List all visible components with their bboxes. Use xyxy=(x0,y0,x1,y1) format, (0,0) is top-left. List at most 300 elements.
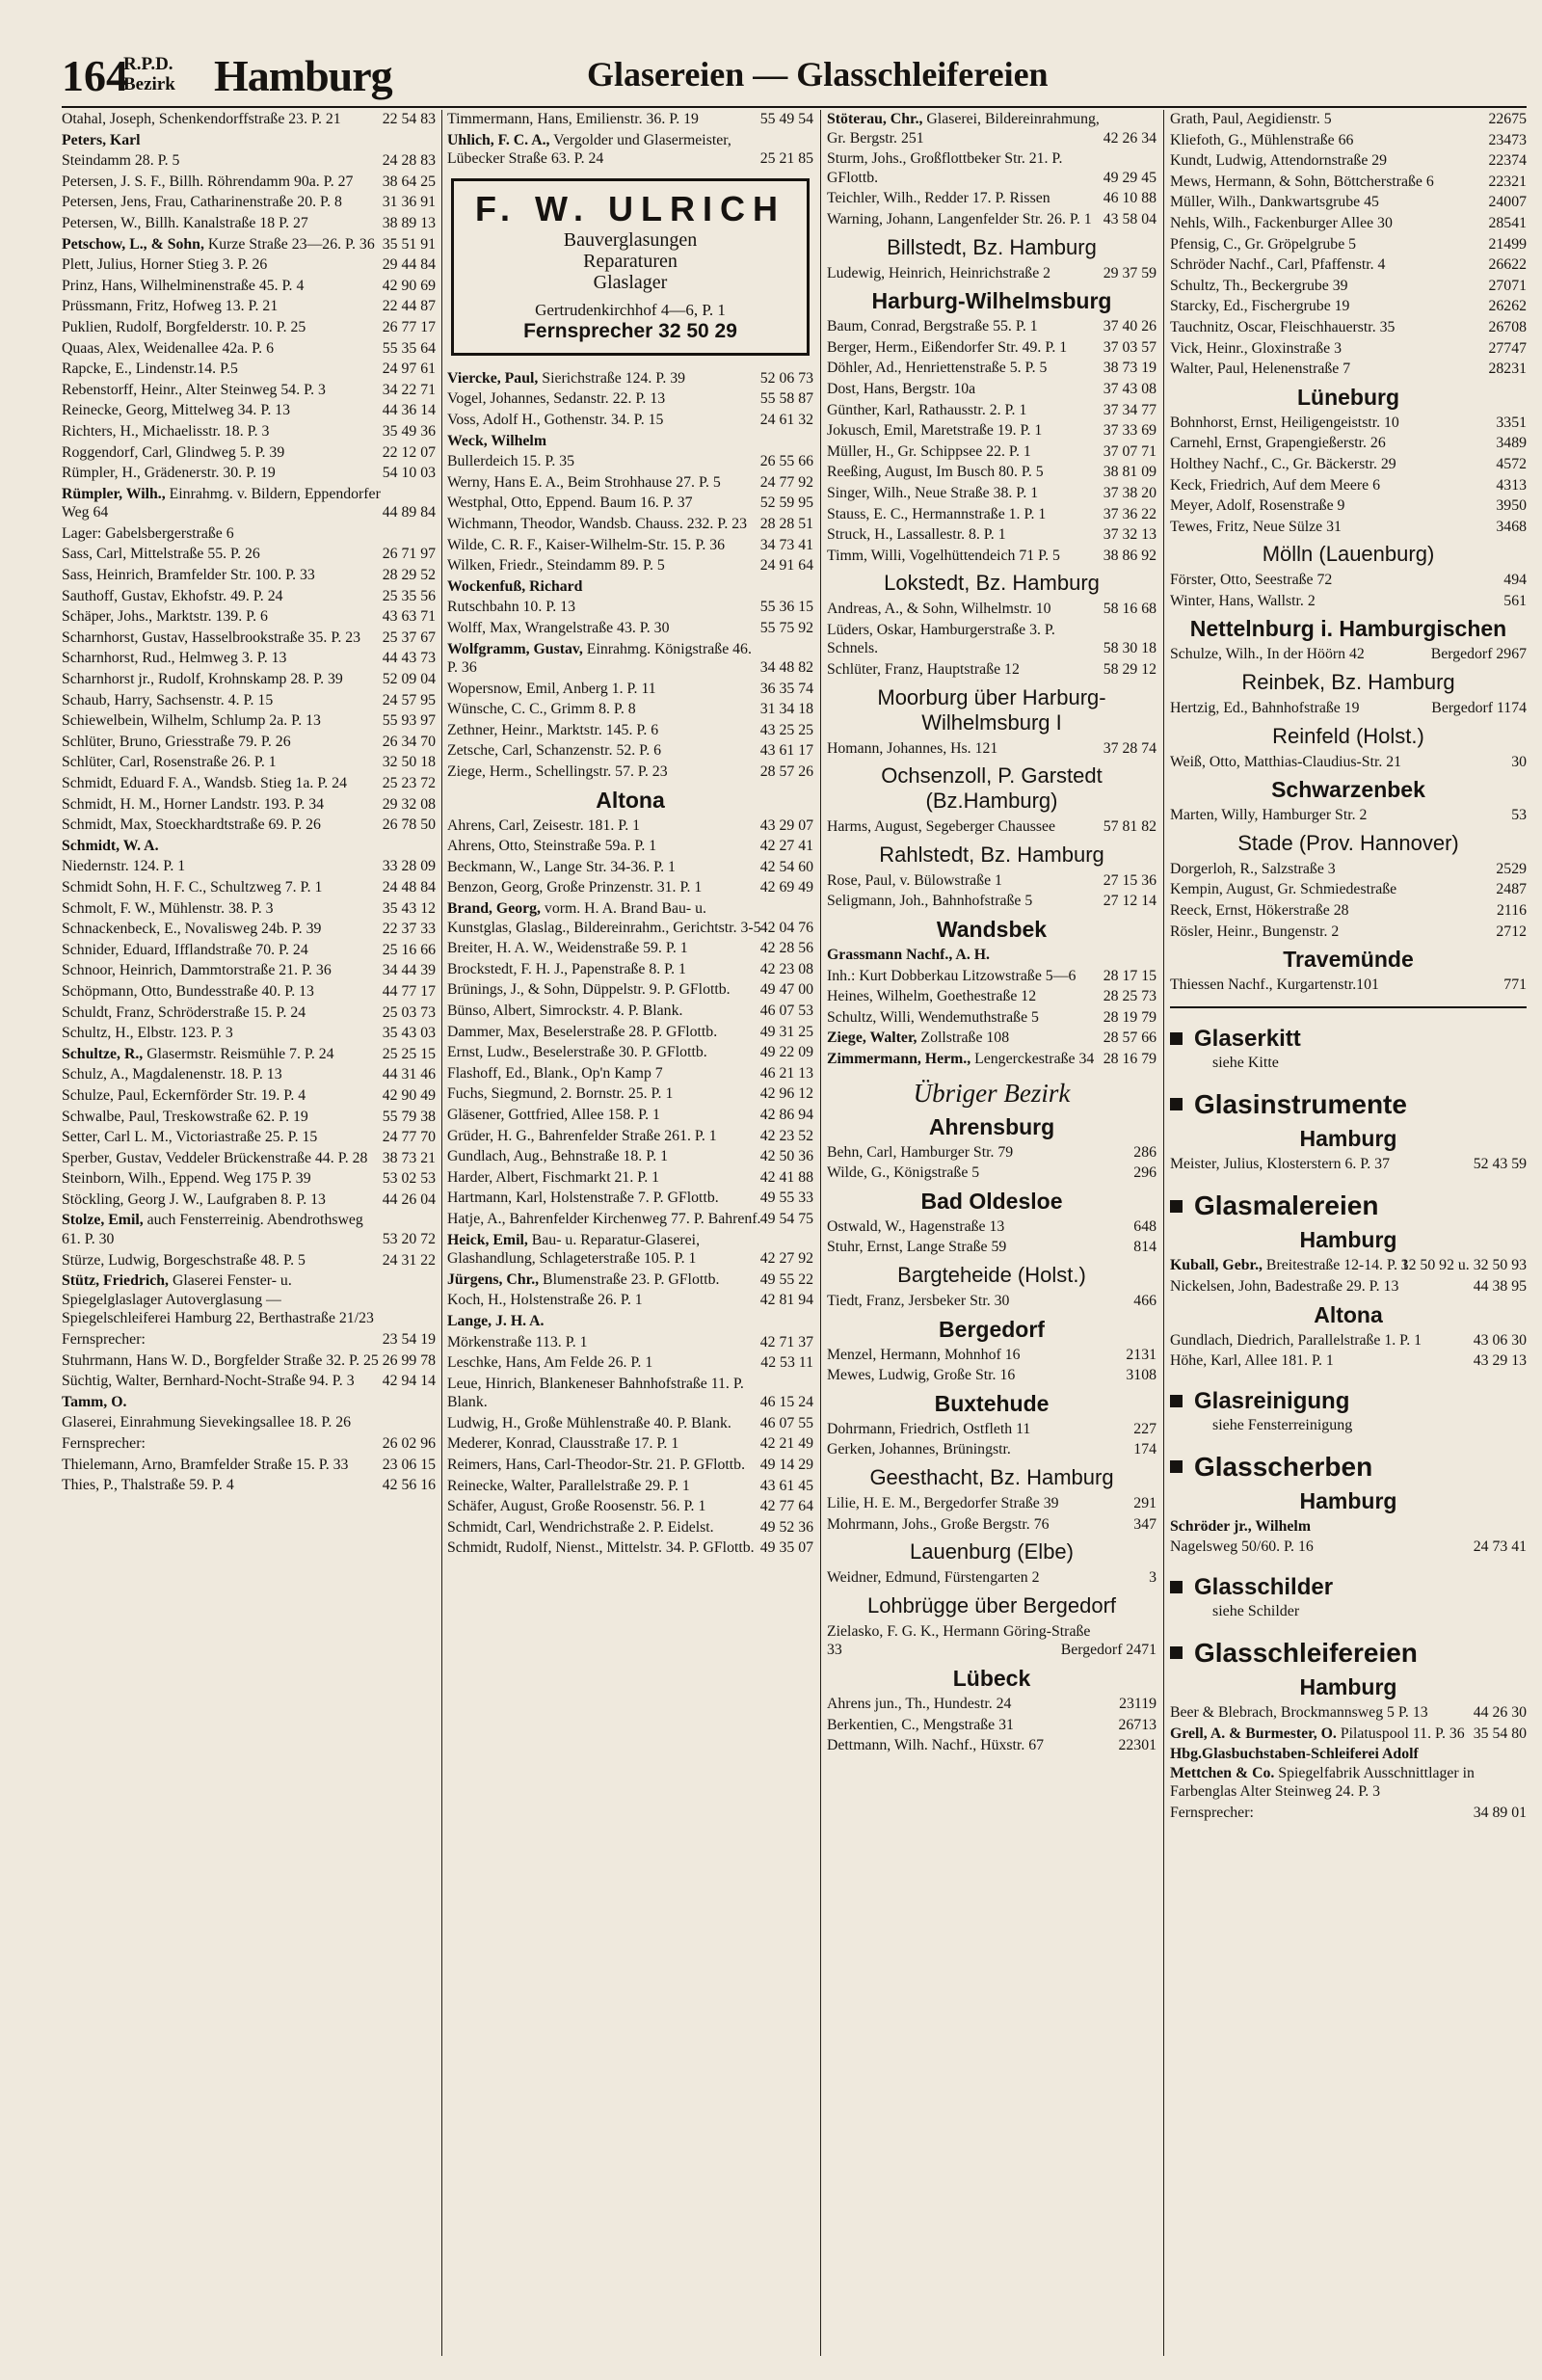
directory-entry xyxy=(447,1538,813,1558)
directory-entry xyxy=(62,670,436,689)
entry-phone: 4313 xyxy=(1496,476,1527,494)
see-also-note: siehe Fensterreinigung xyxy=(1212,1416,1353,1433)
directory-entry xyxy=(62,1190,436,1210)
directory-entry xyxy=(62,878,436,897)
entry-text: Brünings, J., & Sohn, Düppelstr. 9. P. GFlottb. xyxy=(447,981,731,999)
entry-text: Lengerckestraße 34 xyxy=(970,1051,1095,1067)
entry-phone: 52 59 95 xyxy=(759,495,813,512)
entry-phone: 24 97 61 xyxy=(382,361,436,378)
location-heading: Hamburg xyxy=(1299,1125,1397,1151)
entry-name: Grassmann Nachf., A. H. xyxy=(827,947,990,964)
entry-phone: 35 51 91 xyxy=(382,235,436,253)
directory-entry xyxy=(447,110,813,129)
directory-entry xyxy=(827,525,1156,545)
entry-text: Dettmann, Wilh. Nachf., Hüxstr. 67 xyxy=(827,1737,1045,1754)
entry-text: Schaub, Harry, Sachsenstr. 4. P. 15 xyxy=(62,691,274,709)
entry-text: Timmermann, Hans, Emilienstr. 36. P. 19 xyxy=(447,111,699,127)
entry-text: Vogel, Johannes, Sedanstr. 22. P. 13 xyxy=(447,390,666,408)
entry-text: Schmidt, Eduard F. A., Wandsb. Stieg 1a. P. 24 xyxy=(62,775,347,791)
directory-entry xyxy=(1170,297,1527,316)
directory-entry xyxy=(1170,339,1527,359)
entry-phone: 55 35 64 xyxy=(382,339,436,357)
directory-entry xyxy=(827,1420,1156,1439)
entry-text: Carnehl, Ernst, Grapengießerstr. 26 xyxy=(1170,435,1386,452)
entry-phone: 42 81 94 xyxy=(759,1292,813,1309)
entry-text: Harms, August, Segeberger Chaussee xyxy=(827,818,1056,836)
entry-text: Inh.: Kurt Dobberkau Litzowstraße 5—6 xyxy=(827,967,1077,984)
entry-text: Singer, Wilh., Neue Straße 38. P. 1 xyxy=(827,484,1039,501)
directory-entry xyxy=(62,1351,436,1371)
entry-name: Peters, Karl xyxy=(62,131,141,148)
entry-text: Steindamm 28. P. 5 xyxy=(62,152,180,170)
entry-text: Petersen, W., Billh. Kanalstraße 18 P. 27 xyxy=(62,214,308,231)
entry-phone: 22 54 83 xyxy=(382,111,436,127)
entry-text: Harder, Albert, Fischmarkt 21. P. 1 xyxy=(447,1168,660,1186)
entry-text: Müller, H., Gr. Schippsee 22. P. 1 xyxy=(827,442,1031,460)
entry-text: Rapcke, E., Lindenstr.14. P.5 xyxy=(62,361,238,378)
column-4 xyxy=(1170,110,1527,2356)
entry-phone: 28 28 51 xyxy=(759,515,813,532)
entry-text: Stauss, E. C., Hermannstraße 1. P. 1 xyxy=(827,505,1047,522)
directory-entry xyxy=(62,1065,436,1084)
advertisement-box xyxy=(451,178,810,356)
entry-text: Vergolder und Glasermeister, Lübecker Straße 63. P. 24 xyxy=(447,131,731,168)
category-heading xyxy=(1170,1190,1527,1221)
entry-phone: 37 03 57 xyxy=(1103,338,1156,356)
entry-phone: 52 06 73 xyxy=(759,369,813,387)
entry-phone: 53 xyxy=(1511,807,1527,824)
entry-phone: 46 10 88 xyxy=(1103,190,1156,207)
entry-text: Ernst, Ludw., Beselerstraße 30. P. GFlottb. xyxy=(447,1044,707,1061)
entry-text: Scharnhorst, Rud., Helmweg 3. P. 13 xyxy=(62,650,287,667)
entry-phone: 347 xyxy=(1133,1515,1156,1533)
entry-name: Hbg.Glasbuchstaben-Schleiferei Adolf Mettchen & Co. xyxy=(1170,1746,1419,1781)
entry-phone: 37 38 20 xyxy=(1103,484,1156,501)
directory-entry xyxy=(1170,1155,1527,1174)
directory-entry xyxy=(1170,699,1527,718)
entry-text: Schnackenbeck, E., Novalisweg 24b. P. 39 xyxy=(62,921,322,938)
directory-entry xyxy=(447,721,813,740)
directory-entry xyxy=(447,1312,813,1331)
entry-phone: 31 34 18 xyxy=(759,701,813,718)
entry-text: Einrahmg. Königstraße 46. P. 36 xyxy=(447,640,752,677)
entry-phone: 49 47 00 xyxy=(759,981,813,999)
location-heading: Altona xyxy=(1314,1301,1383,1327)
entry-phone: 49 55 22 xyxy=(759,1270,813,1288)
directory-entry xyxy=(827,1494,1156,1513)
directory-entry xyxy=(827,1217,1156,1237)
entry-phone: 35 54 80 xyxy=(1473,1725,1527,1742)
directory-entry xyxy=(827,547,1156,566)
directory-entry xyxy=(1170,518,1527,537)
entry-text: Glaserei, Bildereinrahmung, Gr. Bergstr. 251 xyxy=(827,111,1100,147)
entry-phone: 3 xyxy=(1149,1569,1156,1587)
entry-text: auch Fensterreinig. Abendrothsweg 61. P. 30 xyxy=(62,1212,363,1248)
entry-phone: 49 52 36 xyxy=(759,1518,813,1536)
entry-phone: 49 29 45 xyxy=(1103,169,1156,186)
entry-text: Wilken, Friedr., Steindamm 89. P. 5 xyxy=(447,557,665,575)
directory-entry xyxy=(62,1251,436,1270)
entry-text: Mohrmann, Johs., Große Bergstr. 76 xyxy=(827,1515,1050,1533)
entry-text: Zielasko, F. G. K., Hermann Göring-Straße 33 xyxy=(827,1622,1091,1659)
entry-phone: 24 48 84 xyxy=(382,878,436,896)
directory-entry xyxy=(827,401,1156,420)
entry-phone: 29 32 08 xyxy=(382,795,436,813)
entry-phone: 814 xyxy=(1133,1239,1156,1256)
directory-entry xyxy=(62,1456,436,1475)
entry-phone: 43 61 17 xyxy=(759,742,813,760)
directory-entry xyxy=(447,1231,813,1269)
entry-text: Schäfer, August, Große Roosenstr. 56. P. 1 xyxy=(447,1498,706,1515)
entry-text: Kempin, August, Gr. Schmiedestraße xyxy=(1170,881,1397,898)
entry-name: Lange, J. H. A. xyxy=(447,1312,545,1329)
entry-phone: 58 16 68 xyxy=(1103,601,1156,618)
entry-name: Schröder jr., Wilhelm xyxy=(1170,1517,1311,1535)
directory-entry xyxy=(1170,318,1527,337)
directory-entry xyxy=(827,317,1156,336)
directory-entry xyxy=(447,432,813,451)
entry-phone: 2116 xyxy=(1496,902,1527,920)
entry-text: Schultz, Th., Beckergrube 39 xyxy=(1170,277,1348,294)
entry-phone: 57 81 82 xyxy=(1103,818,1156,836)
entry-phone: 37 33 69 xyxy=(1103,422,1156,440)
directory-entry xyxy=(1170,214,1527,233)
ad-line: Reparaturen xyxy=(583,250,678,272)
directory-entry xyxy=(447,577,813,597)
entry-name: Heick, Emil, xyxy=(447,1231,528,1248)
entry-phone: 55 36 15 xyxy=(759,599,813,616)
directory-entry xyxy=(62,587,436,606)
category-title: Glasinstrumente xyxy=(1194,1088,1407,1119)
entry-text: Schäper, Johs., Marktstr. 139. P. 6 xyxy=(62,608,268,626)
bullet-square-icon xyxy=(1170,1581,1183,1593)
entry-name: Tamm, O. xyxy=(62,1393,127,1410)
directory-entry xyxy=(1170,496,1527,516)
directory-entry xyxy=(447,741,813,761)
directory-entry xyxy=(1170,277,1527,296)
location-heading: Stade (Prov. Hannover) xyxy=(1237,830,1459,855)
directory-entry xyxy=(827,1622,1156,1660)
directory-entry xyxy=(1170,434,1527,453)
directory-entry xyxy=(827,1050,1156,1069)
entry-phone: 42 96 12 xyxy=(759,1085,813,1103)
directory-entry xyxy=(1170,592,1527,611)
directory-entry xyxy=(447,816,813,836)
category-title: Glaserkitt xyxy=(1194,1025,1301,1052)
entry-text: Rümpler, H., Grädenerstr. 30. P. 19 xyxy=(62,465,276,482)
directory-entry xyxy=(62,1413,436,1432)
entry-text: Schlüter, Bruno, Griesstraße 79. P. 26 xyxy=(62,733,291,750)
entry-text: Zetsche, Carl, Schanzenstr. 52. P. 6 xyxy=(447,742,661,760)
entry-text: Grath, Paul, Aegidienstr. 5 xyxy=(1170,111,1332,127)
directory-entry xyxy=(62,1393,436,1412)
page-title: Glasereien — Glasschleifereien xyxy=(587,55,1049,94)
directory-entry xyxy=(62,255,436,275)
directory-entry xyxy=(62,381,436,400)
entry-phone: 27747 xyxy=(1488,339,1527,357)
entry-text: Gläsener, Gottfried, Allee 158. P. 1 xyxy=(447,1106,660,1123)
entry-phone: 43 25 25 xyxy=(759,721,813,738)
entry-text: Koch, H., Holstenstraße 26. P. 1 xyxy=(447,1292,643,1309)
entry-phone: 38 73 19 xyxy=(1103,360,1156,377)
directory-entry xyxy=(827,987,1156,1006)
location-heading: Hamburg xyxy=(1299,1487,1397,1513)
entry-text: Bullerdeich 15. P. 35 xyxy=(447,453,575,470)
entry-text: Homann, Johannes, Hs. 121 xyxy=(827,739,998,757)
directory-entry xyxy=(1170,193,1527,212)
entry-text: Vick, Heinr., Gloxinstraße 3 xyxy=(1170,339,1343,357)
location-heading: Buxtehude xyxy=(934,1390,1050,1416)
entry-phone: 55 93 97 xyxy=(382,712,436,730)
entry-phone: 44 38 95 xyxy=(1473,1278,1527,1295)
entry-phone: 37 43 08 xyxy=(1103,380,1156,397)
entry-name: Rümpler, Wilh., xyxy=(62,485,166,502)
entry-phone: 3108 xyxy=(1126,1367,1156,1384)
entry-text: Förster, Otto, Seestraße 72 xyxy=(1170,572,1333,589)
directory-entry xyxy=(62,753,436,772)
entry-phone: 42 28 56 xyxy=(759,940,813,957)
bullet-square-icon xyxy=(1170,1032,1183,1045)
location-heading: Wandsbek xyxy=(936,917,1048,943)
category-title: Glasscherben xyxy=(1194,1451,1373,1482)
directory-entry xyxy=(827,1568,1156,1588)
entry-text: Roggendorf, Carl, Glindweg 5. P. 39 xyxy=(62,443,285,461)
entry-text: Döhler, Ad., Henriettenstraße 5. P. 5 xyxy=(827,360,1048,377)
directory-entry xyxy=(447,1497,813,1516)
directory-entry xyxy=(1170,455,1527,474)
directory-entry xyxy=(62,1128,436,1147)
directory-entry xyxy=(62,982,436,1002)
entry-name: Weck, Wilhelm xyxy=(447,432,546,449)
directory-entry xyxy=(62,401,436,420)
entry-phone: 25 03 73 xyxy=(382,1003,436,1021)
entry-phone: 28 29 52 xyxy=(382,567,436,584)
entry-text: Reeßing, August, Im Busch 80. P. 5 xyxy=(827,464,1044,481)
directory-entry xyxy=(447,131,813,169)
directory-entry xyxy=(827,621,1156,658)
directory-entry xyxy=(447,1270,813,1290)
entry-phone: 31 36 91 xyxy=(382,194,436,211)
entry-phone: 648 xyxy=(1133,1217,1156,1235)
entry-text: Prinz, Hans, Wilhelminenstraße 45. P. 4 xyxy=(62,277,305,294)
location-heading: Hamburg xyxy=(1299,1673,1397,1699)
entry-name: Brand, Georg, xyxy=(447,900,541,918)
entry-text: Ahrens, Carl, Zeisestr. 181. P. 1 xyxy=(447,816,641,834)
directory-entry xyxy=(827,1029,1156,1048)
directory-entry xyxy=(1170,414,1527,433)
directory-entry xyxy=(62,235,436,254)
directory-entry xyxy=(447,1127,813,1146)
directory-entry xyxy=(62,1330,436,1350)
entry-phone: 2712 xyxy=(1496,923,1527,940)
entry-phone: 42 04 76 xyxy=(759,919,813,936)
entry-text: Kundt, Ludwig, Attendornstraße 29 xyxy=(1170,152,1388,170)
entry-name: Stütz, Friedrich, xyxy=(62,1272,169,1290)
entry-phone: 28 57 66 xyxy=(1103,1030,1156,1047)
column-divider xyxy=(1163,110,1164,2356)
directory-entry xyxy=(447,536,813,555)
entry-text: Nagelsweg 50/60. P. 16 xyxy=(1170,1538,1314,1556)
directory-entry xyxy=(1170,131,1527,150)
entry-text: Sperber, Gustav, Veddeler Brückenstraße 44. P. 28 xyxy=(62,1149,368,1166)
location-heading: Lüneburg xyxy=(1296,384,1400,410)
entry-phone: 25 23 72 xyxy=(382,775,436,791)
entry-phone: 24007 xyxy=(1488,194,1527,211)
directory-entry xyxy=(447,1064,813,1083)
location-heading: Bad Oldesloe xyxy=(920,1188,1063,1214)
bullet-square-icon xyxy=(1170,1200,1183,1213)
entry-text: Rebenstorff, Heinr., Alter Steinweg 54. P. 3 xyxy=(62,381,326,398)
category-heading xyxy=(1170,1452,1527,1483)
entry-phone: 42 90 49 xyxy=(382,1086,436,1104)
directory-entry xyxy=(62,857,436,876)
location-heading: Mölln (Lauenburg) xyxy=(1262,542,1435,567)
entry-phone: 34 89 01 xyxy=(1473,1804,1527,1821)
entry-phone: 49 35 07 xyxy=(759,1539,813,1557)
directory-entry xyxy=(62,941,436,960)
entry-phone: 26 78 50 xyxy=(382,816,436,834)
entry-phone: 3351 xyxy=(1496,414,1527,431)
entry-name: Stöterau, Chr., xyxy=(827,111,923,127)
see-also-note: siehe Kitte xyxy=(1212,1054,1279,1071)
entry-text: Ziege, Herm., Schellingstr. 57. P. 23 xyxy=(447,763,668,781)
entry-phone: 42 53 11 xyxy=(760,1354,813,1372)
entry-text: Fernsprecher: xyxy=(1170,1804,1254,1821)
entry-text: Spiegelfabrik Ausschnittlager in Farbenglas Alter Steinweg 24. P. 3 xyxy=(1170,1764,1475,1801)
entry-text: Sass, Carl, Mittelstraße 55. P. 26 xyxy=(62,546,260,563)
entry-name: Jürgens, Chr., xyxy=(447,1270,540,1288)
directory-entry xyxy=(447,1353,813,1373)
directory-entry xyxy=(1170,1277,1527,1297)
entry-phone: 24 77 70 xyxy=(382,1129,436,1146)
entry-phone: 26262 xyxy=(1488,298,1527,315)
entry-phone: 2487 xyxy=(1496,881,1527,898)
directory-entry xyxy=(62,691,436,710)
entry-text: Nickelsen, John, Badestraße 29. P. 13 xyxy=(1170,1278,1399,1295)
directory-entry xyxy=(62,1271,436,1328)
entry-text: Mörkenstraße 113. P. 1 xyxy=(447,1333,588,1350)
entry-text: Einrahmg. v. Bildern, Eppendorfer Weg 64 xyxy=(62,485,381,521)
entry-phone: 26 34 70 xyxy=(382,733,436,750)
entry-text: Setter, Carl L. M., Victoriastraße 25. P. 15 xyxy=(62,1129,318,1146)
entry-phone: 44 77 17 xyxy=(382,982,436,1000)
entry-phone: 37 36 22 xyxy=(1103,505,1156,522)
entry-text: Voss, Adolf H., Gothenstr. 34. P. 15 xyxy=(447,411,664,428)
location-heading: Hamburg xyxy=(1299,1227,1397,1253)
entry-text: Tiedt, Franz, Jersbeker Str. 30 xyxy=(827,1292,1010,1309)
entry-phone: 227 xyxy=(1133,1420,1156,1437)
entry-text: Fernsprecher: xyxy=(62,1331,146,1349)
entry-phone: 3468 xyxy=(1496,518,1527,535)
directory-entry xyxy=(447,980,813,1000)
entry-phone: 24 28 83 xyxy=(382,152,436,170)
entry-text: Glasermstr. Reismühle 7. P. 24 xyxy=(143,1045,334,1062)
entry-text: Behn, Carl, Hamburger Str. 79 xyxy=(827,1143,1014,1161)
entry-phone: 43 63 71 xyxy=(382,608,436,626)
entry-phone: 34 73 41 xyxy=(759,536,813,553)
directory-entry xyxy=(1170,753,1527,772)
directory-entry xyxy=(447,389,813,409)
directory-entry xyxy=(62,110,436,129)
entry-text: Hartmann, Karl, Holstenstraße 7. P. GFlottb. xyxy=(447,1190,719,1207)
directory-entry xyxy=(447,1518,813,1538)
directory-entry xyxy=(447,1002,813,1021)
directory-entry xyxy=(62,899,436,919)
entry-name: Petschow, L., & Sohn, xyxy=(62,235,204,253)
directory-entry xyxy=(62,837,436,856)
entry-phone: 28 57 26 xyxy=(759,763,813,781)
entry-phone: 55 75 92 xyxy=(759,619,813,636)
entry-text: Sturm, Johs., Großflottbeker Str. 21. P. GFlottb. xyxy=(827,150,1063,186)
entry-text: Stuhrmann, Hans W. D., Borgfelder Straße 32. P. 25 xyxy=(62,1351,379,1369)
entry-text: Jokusch, Emil, Maretstraße 19. P. 1 xyxy=(827,422,1043,440)
directory-entry xyxy=(62,1211,436,1248)
entry-phone: 42 26 34 xyxy=(1103,129,1156,147)
directory-entry xyxy=(1170,860,1527,879)
section-heading: Übriger Bezirk xyxy=(913,1078,1071,1108)
entry-phone: 52 43 59 xyxy=(1473,1155,1527,1172)
entry-phone: 44 43 73 xyxy=(382,650,436,667)
entry-text: Wilde, C. R. F., Kaiser-Wilhelm-Str. 15. P. 36 xyxy=(447,536,726,553)
entry-text: Gundlach, Aug., Behnstraße 18. P. 1 xyxy=(447,1148,669,1165)
entry-phone: 28541 xyxy=(1488,214,1527,231)
category-heading xyxy=(1170,1026,1527,1053)
directory-entry xyxy=(827,946,1156,965)
directory-entry xyxy=(447,473,813,493)
directory-entry xyxy=(447,1084,813,1104)
directory-entry xyxy=(62,920,436,939)
directory-entry xyxy=(62,711,436,731)
directory-entry xyxy=(827,1366,1156,1385)
category-title: Glasschleifereien xyxy=(1194,1637,1418,1668)
entry-text: Wünsche, C. C., Grimm 8. P. 8 xyxy=(447,701,636,718)
entry-phone: 25 35 56 xyxy=(382,587,436,604)
entry-text: Andreas, A., & Sohn, Wilhelmstr. 10 xyxy=(827,601,1051,618)
entry-text: Teichler, Wilh., Redder 17. P. Rissen xyxy=(827,190,1050,207)
entry-text: Wilde, G., Königstraße 5 xyxy=(827,1164,980,1182)
directory-entry xyxy=(827,463,1156,482)
entry-text: Zethner, Heinr., Marktstr. 145. P. 6 xyxy=(447,721,659,738)
directory-entry xyxy=(1170,255,1527,275)
entry-phone: 43 06 30 xyxy=(1473,1331,1527,1349)
entry-text: Hertzig, Ed., Bahnhofstraße 19 xyxy=(1170,700,1360,717)
entry-phone: 21499 xyxy=(1488,235,1527,253)
entry-name: Stolze, Emil, xyxy=(62,1212,144,1229)
entry-name: Ziege, Walter, xyxy=(827,1030,917,1047)
directory-entry xyxy=(1170,1703,1527,1723)
entry-name: Zimmermann, Herm., xyxy=(827,1051,971,1067)
entry-phone: 34 22 71 xyxy=(382,381,436,398)
category-heading xyxy=(1170,1574,1527,1601)
entry-text: Pilatuspool 11. P. 36 xyxy=(1336,1725,1465,1742)
directory-entry xyxy=(827,380,1156,399)
entry-name: Schultze, R., xyxy=(62,1045,144,1062)
entry-text: Schmidt, Carl, Wendrichstraße 2. P. Eidelst. xyxy=(447,1518,714,1536)
entry-phone: 42 90 69 xyxy=(382,277,436,294)
directory-entry xyxy=(62,422,436,441)
entry-phone: 174 xyxy=(1133,1441,1156,1458)
directory-entry xyxy=(62,1169,436,1189)
directory-entry xyxy=(827,1515,1156,1535)
location-heading: Billstedt, Bz. Hamburg xyxy=(887,234,1097,259)
entry-phone: 28 16 79 xyxy=(1103,1051,1156,1067)
directory-entry xyxy=(1170,1804,1527,1823)
entry-phone: 28 19 79 xyxy=(1103,1008,1156,1026)
bezirk-label: Bezirk xyxy=(123,74,175,94)
entry-text: Weidner, Edmund, Fürstengarten 2 xyxy=(827,1569,1040,1587)
entry-text: Struck, H., Lassallestr. 8. P. 1 xyxy=(827,526,1006,544)
entry-phone: 26 77 17 xyxy=(382,318,436,335)
